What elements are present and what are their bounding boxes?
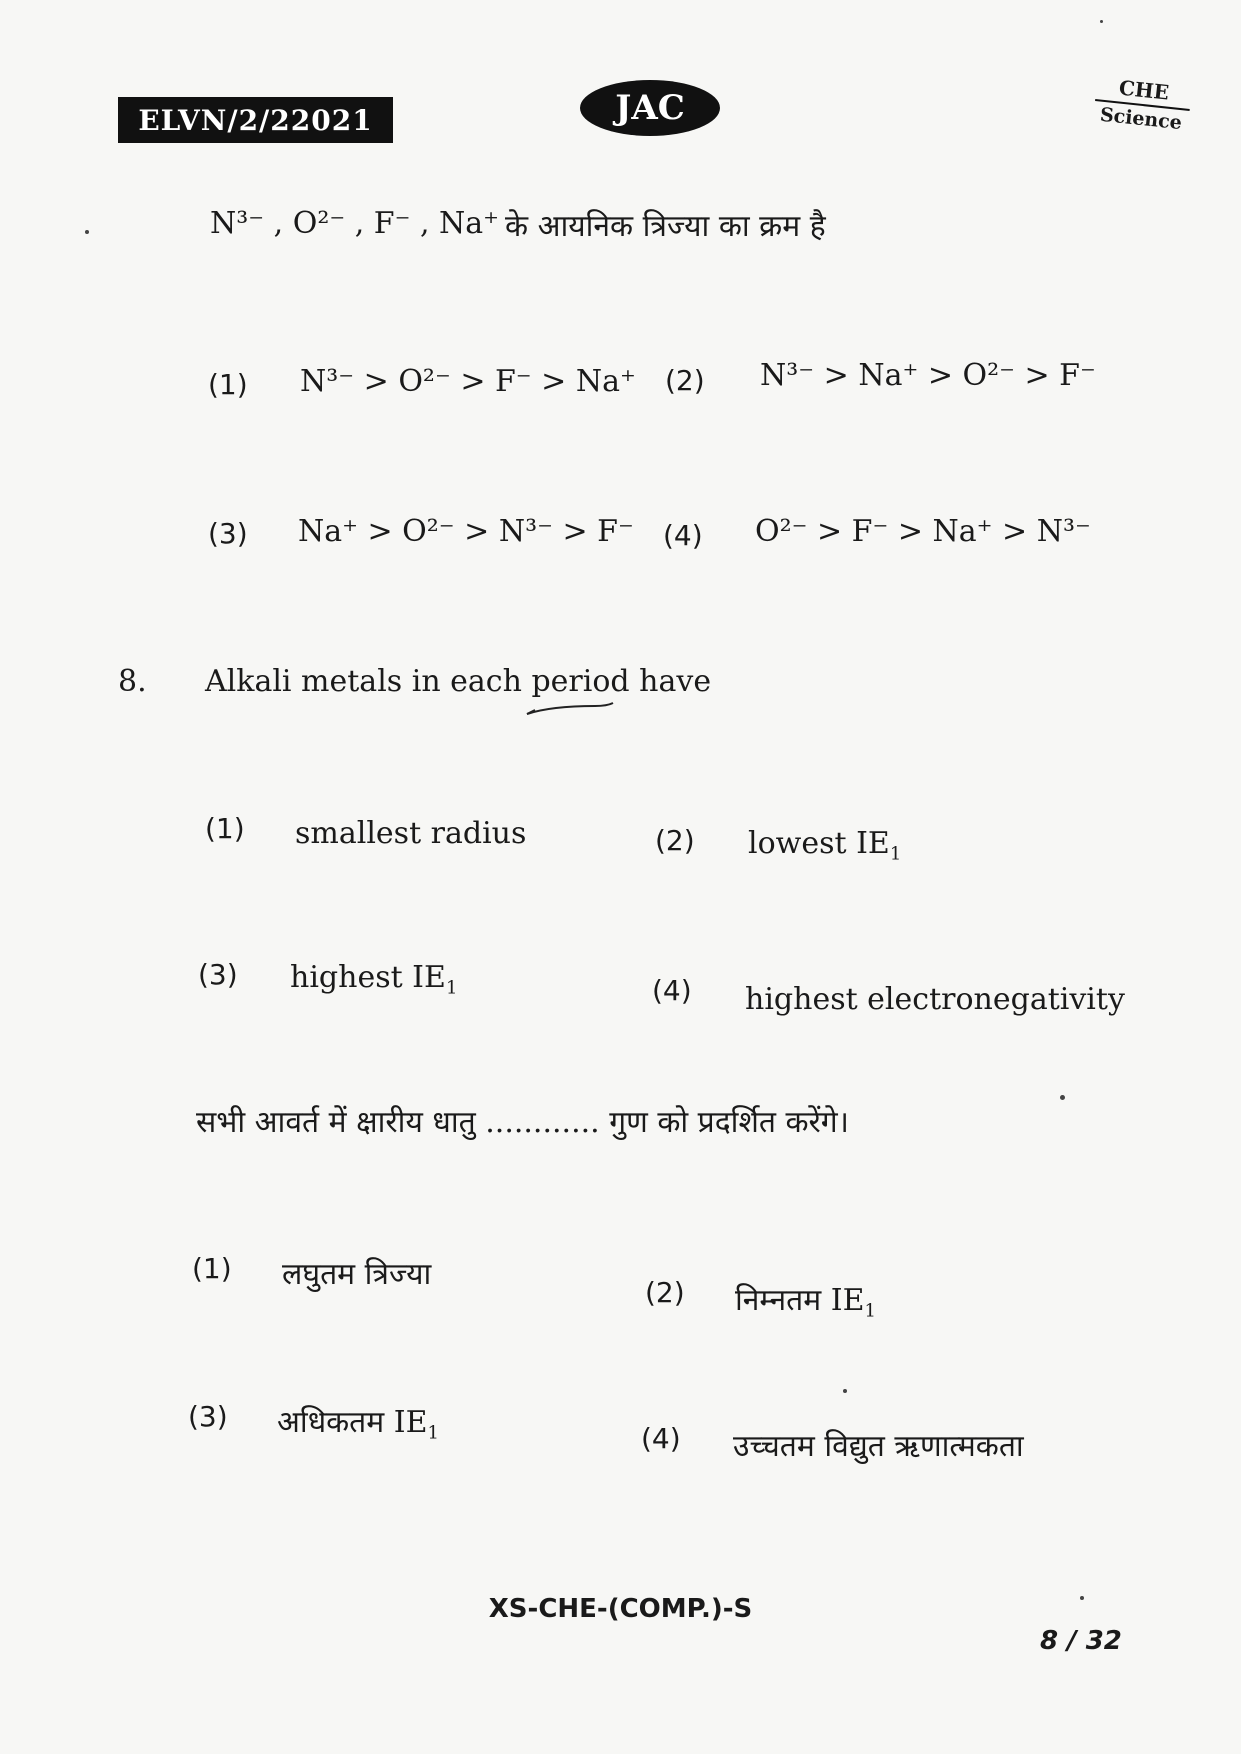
q7-stem-text: के आयनिक त्रिज्या का क्रम है (505, 209, 826, 244)
q8-hindi-option-2-subscript: 1 (864, 1300, 876, 1322)
q8-hindi-option-2-label: निम्नतम IE (735, 1283, 865, 1318)
q8-hindi-option-4-text: उच्चतम विद्युत ऋणात्मकता (733, 1429, 1024, 1464)
scan-speck (85, 230, 89, 234)
scan-speck (843, 1389, 847, 1393)
q8-option-2-number: (2) (655, 824, 695, 857)
q7-option-2-text: N³⁻ > Na⁺ > O²⁻ > F⁻ (760, 358, 1096, 393)
q8-option-4-text: highest electronegativity (745, 982, 1125, 1017)
q8-hindi-stem: सभी आवर्त में क्षारीय धातु ............ गुण को प्रदर्शित करेंगे। (196, 1105, 850, 1140)
q7-option-2-number: (2) (665, 364, 705, 397)
q8-hindi-option-3-subscript: 1 (427, 1422, 439, 1444)
exam-code-footer: XS-CHE-(COMP.)-S (488, 1594, 753, 1624)
q8-hindi-option-3-label: अधिकतम IE (277, 1405, 428, 1440)
q8-hindi-option-1-text: लघुतम त्रिज्या (282, 1257, 432, 1292)
q8-option-3-number: (3) (198, 958, 238, 991)
q7-option-1-number: (1) (208, 368, 248, 401)
scan-speck (1080, 1596, 1084, 1600)
q8-number: 8. (118, 664, 147, 699)
page-number: 8 / 32 (1040, 1626, 1122, 1656)
q8-hindi-option-3-number: (3) (188, 1400, 228, 1433)
q8-hindi-option-2-text (735, 1278, 876, 1322)
q7-option-4-number: (4) (663, 519, 703, 552)
q8-option-1-number: (1) (205, 812, 245, 845)
q8-hindi-option-1-number: (1) (192, 1252, 232, 1285)
q7-stem-formula: N³⁻ , O²⁻ , F⁻ , Na⁺ (210, 206, 500, 241)
q8-option-3-label: highest IE (290, 960, 446, 995)
q7-option-4-text: O²⁻ > F⁻ > Na⁺ > N³⁻ (755, 514, 1091, 549)
board-name: JAC (615, 88, 685, 128)
q7-option-1-text: N³⁻ > O²⁻ > F⁻ > Na⁺ (300, 364, 636, 399)
subject-name: Science (1098, 103, 1183, 135)
paper-code-badge (118, 97, 393, 143)
q8-option-2-text (748, 826, 902, 865)
q7-option-3-number: (3) (208, 517, 248, 550)
q8-option-1-text: smallest radius (295, 816, 527, 851)
board-logo (580, 80, 720, 136)
q7-option-3-text: Na⁺ > O²⁻ > N³⁻ > F⁻ (298, 514, 634, 549)
subject-code: CHE (1117, 75, 1171, 105)
q8-hindi-option-2-number: (2) (645, 1276, 685, 1309)
q8-option-3-subscript: 1 (445, 977, 458, 999)
q8-option-2-label: lowest IE (748, 826, 890, 861)
q8-hindi-option-3-text (277, 1400, 439, 1444)
paper-code: ELVN/2/22021 (138, 103, 373, 137)
q8-option-3-text (290, 960, 458, 999)
subject-stamp (1093, 73, 1193, 135)
q8-option-4-number: (4) (652, 974, 692, 1007)
q8-option-2-subscript: 1 (889, 843, 902, 865)
handwritten-underline (525, 700, 615, 718)
scan-speck (1100, 20, 1103, 23)
scan-speck (1060, 1095, 1065, 1100)
q8-stem: Alkali metals in each period have (205, 664, 712, 699)
q8-hindi-option-4-number: (4) (641, 1422, 681, 1455)
